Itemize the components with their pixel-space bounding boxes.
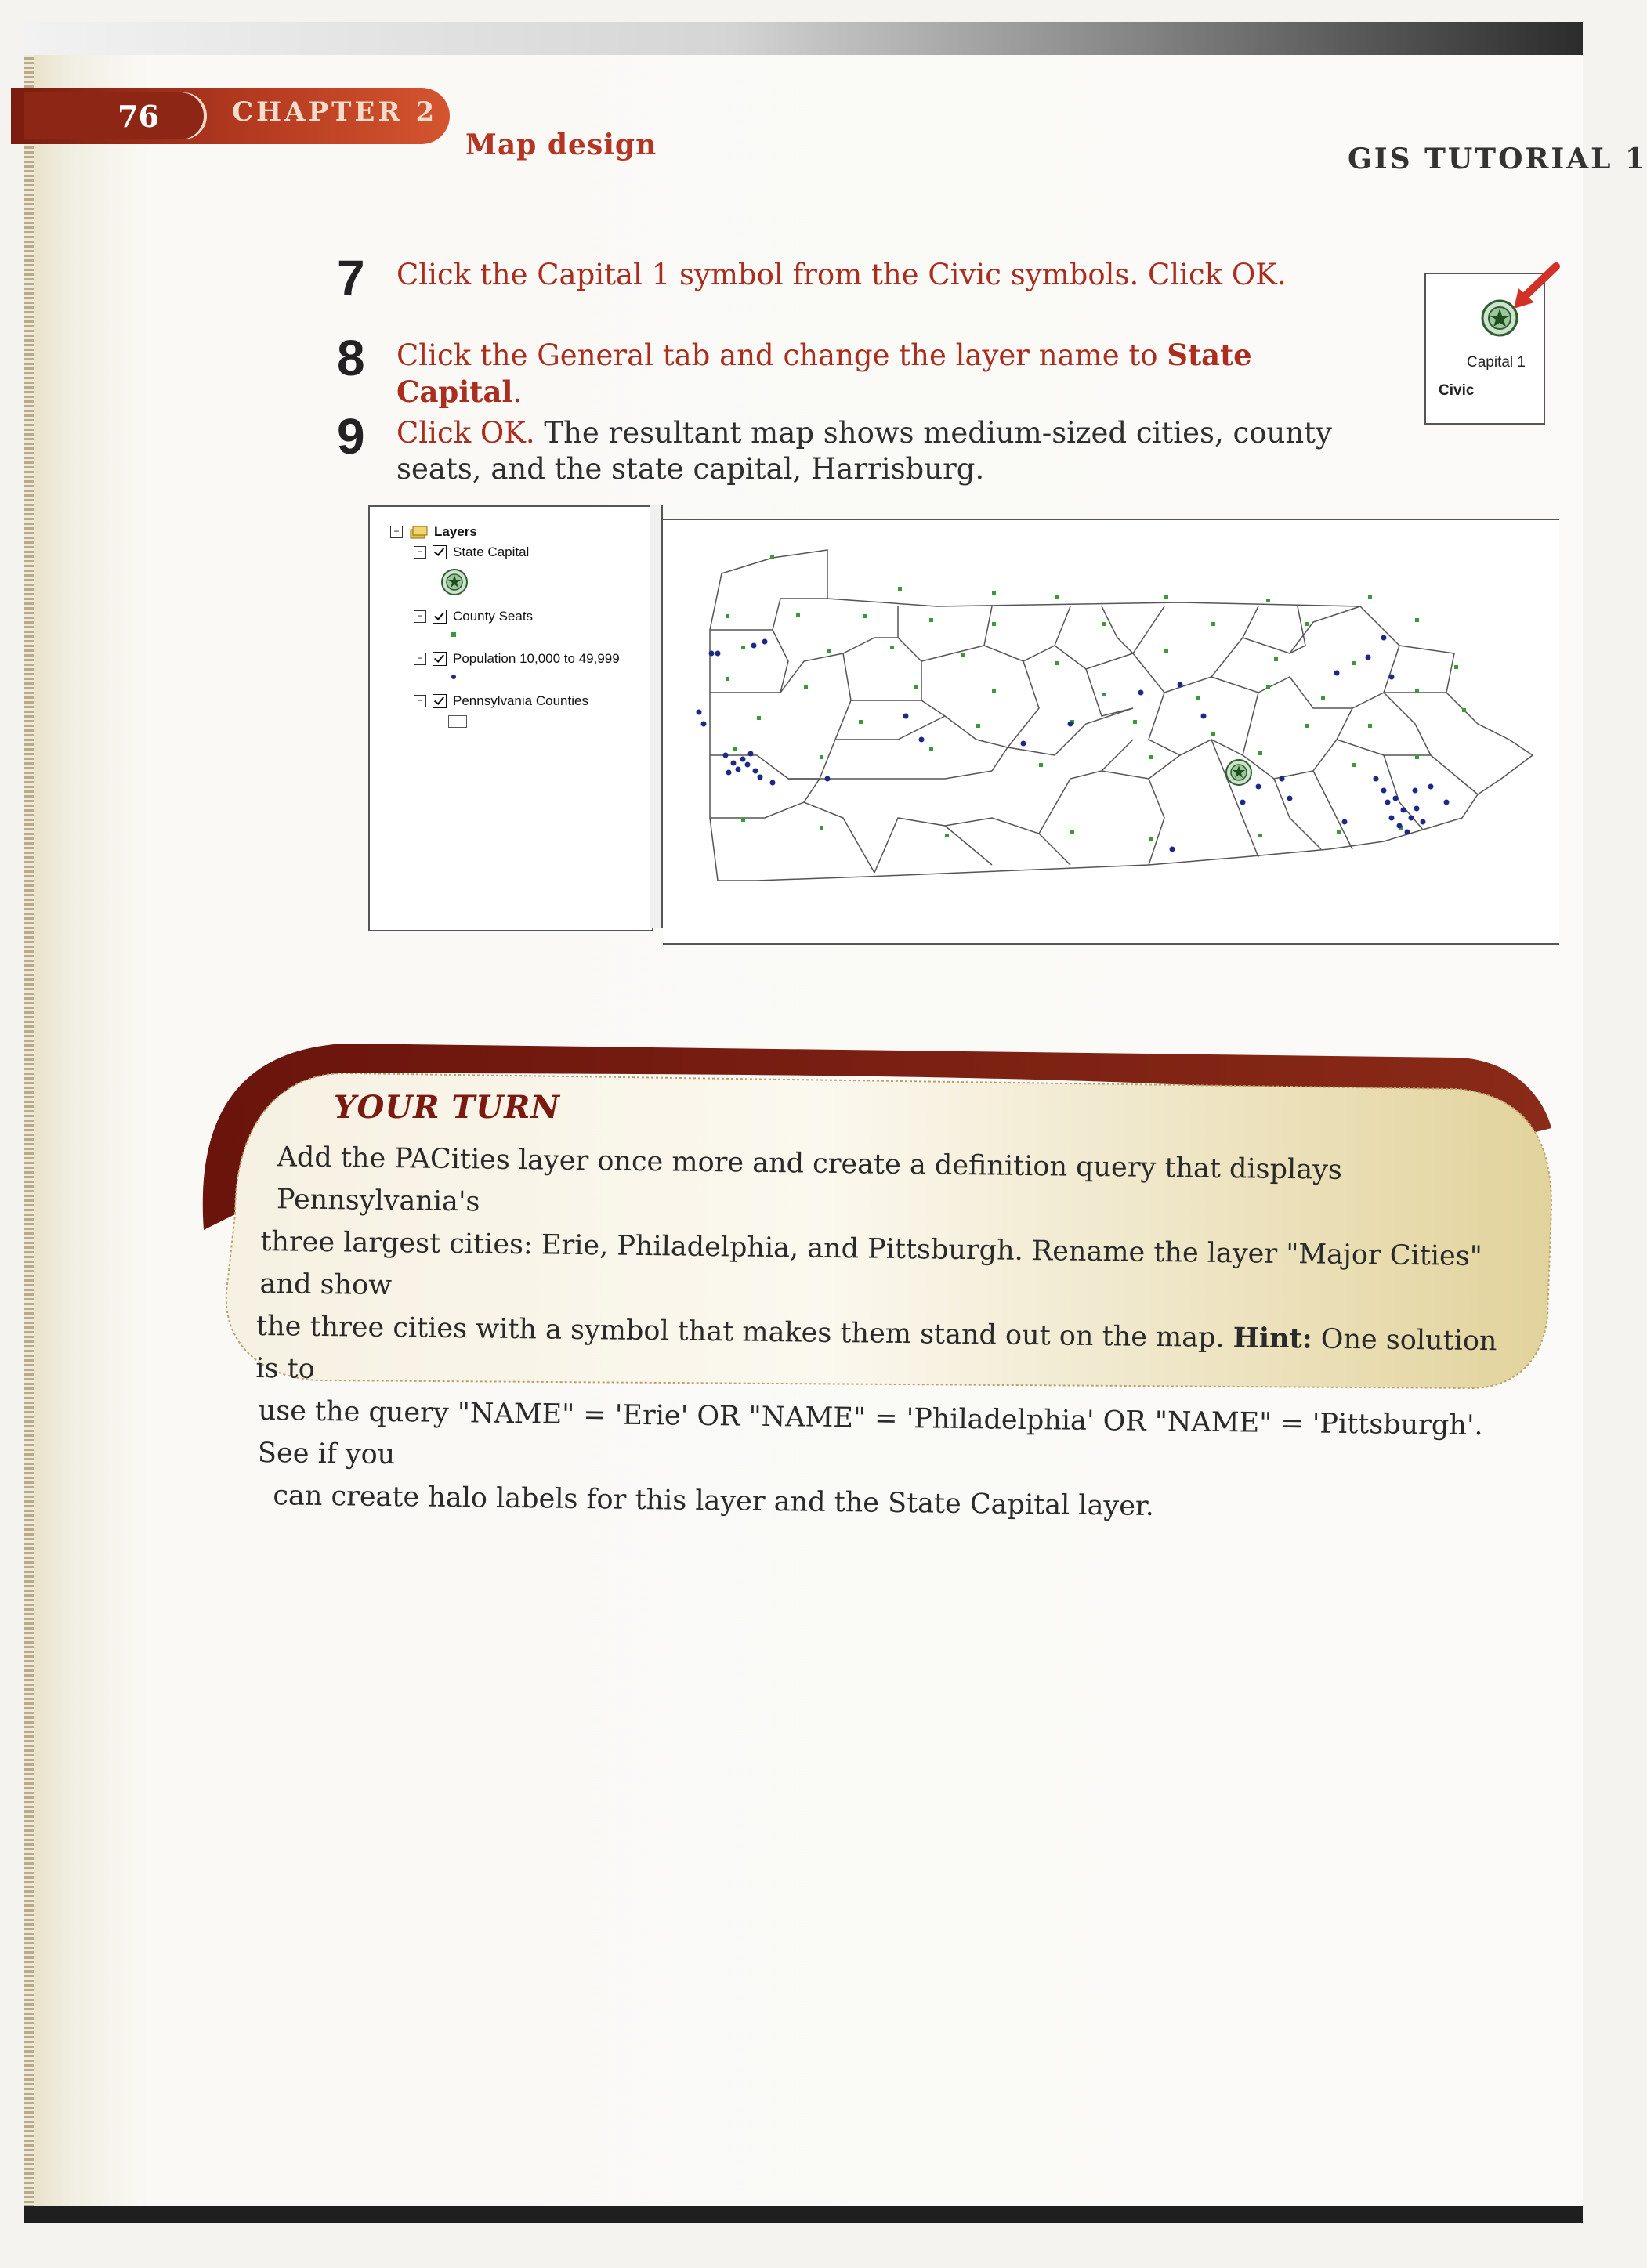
layer-visibility-checkbox[interactable] [433, 652, 447, 666]
step-action: Click the General tab and change the layer name to [396, 338, 1167, 372]
your-turn-line [255, 1305, 1510, 1405]
toc-layer-population[interactable] [414, 651, 620, 667]
toc-root [390, 524, 477, 540]
your-turn-body [254, 1136, 1512, 1532]
step-text [396, 337, 1371, 411]
page-binding-edge [24, 55, 34, 2217]
your-turn-text: the three cities with a symbol that makes them stand out on the map. [255, 1310, 1233, 1355]
green-square-icon [451, 632, 456, 637]
your-turn-line: Add the PACities layer once more and create a definition query that displays Pennsylvania's [276, 1141, 1343, 1218]
hint-label: Hint: [1233, 1322, 1312, 1355]
symbol-group: Civic [1439, 382, 1475, 399]
collapse-toggle[interactable]: − [390, 526, 403, 538]
layer-name: Population 10,000 to 49,999 [453, 651, 620, 666]
your-turn-text: One solution is to [255, 1323, 1497, 1385]
section-title: Map design [465, 128, 657, 161]
book-title: GIS TUTORIAL 1 [1348, 143, 1647, 175]
your-turn-line: can create halo labels for this layer and the State Capital layer. [273, 1480, 1155, 1522]
layer-name-emphasis: State Capital [396, 338, 1252, 409]
chapter-label: CHAPTER 2 [232, 96, 438, 128]
table-of-contents [368, 505, 653, 931]
pointer-arrow-icon [1508, 259, 1570, 321]
your-turn-heading: YOUR TURN [334, 1089, 560, 1126]
symbol-preview-box [1424, 273, 1545, 425]
capital-star-icon [1226, 760, 1251, 785]
toc-root-label: Layers [434, 524, 477, 539]
collapse-toggle[interactable]: − [414, 653, 426, 665]
pennsylvania-county-map [663, 520, 1559, 943]
scan-top-edge [24, 22, 1583, 55]
step-text [396, 415, 1371, 487]
hollow-rectangle-icon [448, 715, 467, 728]
collapse-toggle[interactable]: − [414, 546, 426, 559]
scan-bottom-edge [24, 2206, 1583, 2223]
step-number: 9 [337, 408, 365, 465]
collapse-toggle[interactable]: − [414, 610, 426, 623]
step-text [396, 257, 1287, 293]
step-number: 7 [337, 250, 365, 306]
map-view[interactable] [663, 519, 1559, 945]
layers-icon [409, 525, 428, 539]
symbol-label: Capital 1 [1467, 354, 1526, 371]
panel-splitter[interactable] [650, 505, 663, 928]
capital-star-icon [439, 566, 470, 598]
collapse-toggle[interactable]: − [414, 695, 426, 707]
toc-layer-state-capital[interactable] [414, 544, 529, 560]
page-number: 76 [118, 99, 159, 134]
your-turn-line: three largest cities: Erie, Philadelphia, and Pittsburgh. Rename the layer "Major Cities" and show [259, 1226, 1483, 1302]
step-number: 8 [337, 330, 365, 386]
your-turn-line: use the query "NAME" = 'Erie' OR "NAME" = 'Philadelphia' OR "NAME" = 'Pittsburgh'. See if you [257, 1395, 1483, 1471]
toc-layer-counties[interactable] [414, 693, 588, 709]
step-action: Click OK. [396, 416, 535, 450]
layer-name: County Seats [453, 609, 534, 624]
layer-name: Pennsylvania Counties [453, 693, 588, 708]
layer-visibility-checkbox[interactable] [433, 610, 447, 624]
page-number-pill [24, 92, 204, 139]
step-action-end: . [512, 375, 523, 409]
step-detail: The resultant map shows medium-sized cities, county seats, and the state capital, Harrisburg. [396, 416, 1332, 486]
layer-visibility-checkbox[interactable] [433, 694, 447, 708]
blue-dot-icon [451, 675, 456, 679]
layer-visibility-checkbox[interactable] [433, 545, 447, 559]
toc-layer-county-seats[interactable] [414, 609, 533, 624]
step-action: Click the Capital 1 symbol from the Civic symbols. Click OK. [396, 258, 1287, 291]
layer-name: State Capital [453, 544, 530, 559]
